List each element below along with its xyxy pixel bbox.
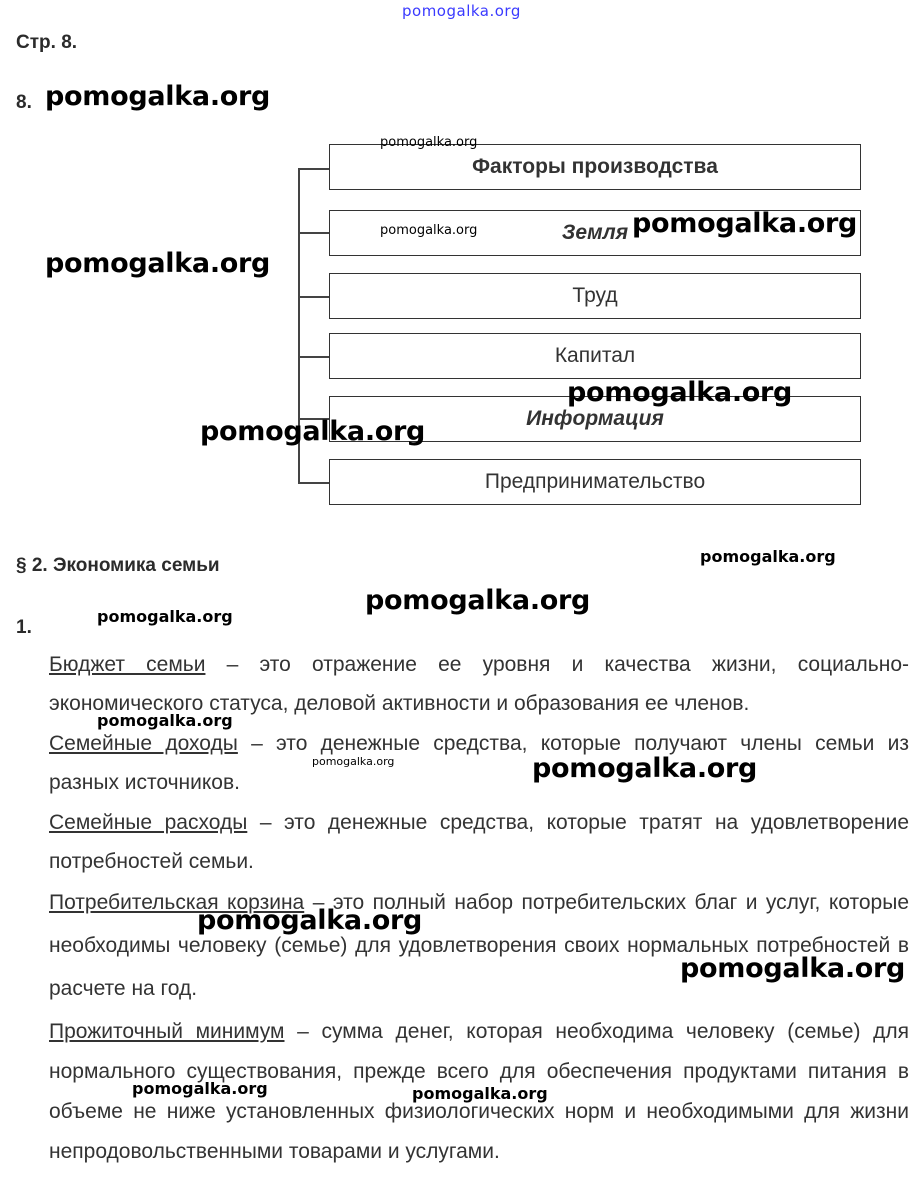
definition-paragraph xyxy=(49,724,909,802)
watermark: pomogalka.org xyxy=(312,755,395,768)
definition-text: – это денежные средства, которые тратят на удовлетворение потребностей семьи. xyxy=(49,811,909,873)
diagram-item-labor xyxy=(329,273,861,319)
definition-text: – это денежные средства, которые получают члены семьи из разных источников. xyxy=(49,732,909,794)
definition-text: – сумма денег, которая необходима человеку (семье) для нормального существования, прежде всего для обеспечения продуктами питания в объеме не ниже установленных физиологических норм и необходимыми для жизни непродовольственными товарами и услугами. xyxy=(49,1020,909,1163)
watermark: pomogalka.org xyxy=(380,135,478,150)
watermark: pomogalka.org xyxy=(532,753,758,784)
watermark: pomogalka.org xyxy=(680,953,906,984)
task-1-number: 1. xyxy=(16,617,32,638)
watermark: pomogalka.org xyxy=(632,208,858,239)
diagram-item-capital xyxy=(329,333,861,379)
watermark: pomogalka.org xyxy=(45,248,271,279)
diagram-item-label: Труд xyxy=(572,284,618,307)
watermark: pomogalka.org xyxy=(567,377,793,408)
page-label: Стр. 8. xyxy=(16,32,78,53)
diagram-item-label: Земля xyxy=(561,221,629,244)
watermark: pomogalka.org xyxy=(197,905,423,936)
watermark: pomogalka.org xyxy=(700,547,836,566)
watermark: pomogalka.org xyxy=(97,711,233,730)
watermark: pomogalka.org xyxy=(97,607,233,626)
definition-term: Прожиточный минимум xyxy=(49,1020,285,1043)
definition-text: – это полный набор потребительских благ и услуг, которые необходимы человеку (семье) для удовлетворения своих нормальных потребностей в расчете на год. xyxy=(49,891,909,1000)
watermark: pomogalka.org xyxy=(412,1084,548,1103)
diagram-connector xyxy=(298,296,329,298)
watermark: pomogalka.org xyxy=(380,223,478,238)
diagram-title-box xyxy=(329,144,861,190)
definition-term: Бюджет семьи xyxy=(49,653,206,676)
watermark: pomogalka.org xyxy=(45,81,271,112)
definition-paragraph xyxy=(49,881,909,1010)
diagram-connector xyxy=(298,482,329,484)
definition-term: Семейные доходы xyxy=(49,732,238,755)
diagram-connector xyxy=(298,232,329,234)
definition-paragraph xyxy=(49,803,909,881)
diagram-connector xyxy=(298,168,329,170)
diagram-item-entrepreneurship xyxy=(329,459,861,505)
diagram-title: Факторы производства xyxy=(472,155,718,178)
watermark: pomogalka.org xyxy=(365,585,591,616)
watermark: pomogalka.org xyxy=(200,416,426,447)
watermark: pomogalka.org xyxy=(132,1079,268,1098)
diagram-item-label: Информация xyxy=(526,407,664,430)
section-heading: § 2. Экономика семьи xyxy=(16,555,220,576)
watermark-top: pomogalka.org xyxy=(402,2,521,20)
definition-term: Потребительская корзина xyxy=(49,891,305,914)
definition-term: Семейные расходы xyxy=(49,811,248,834)
diagram-item-label: Предпринимательство xyxy=(484,470,706,493)
definition-text: – это отражение ее уровня и качества жизни, социально-экономического статуса, деловой активности и образования ее членов. xyxy=(49,653,910,715)
diagram-connector xyxy=(298,356,329,358)
diagram-item-label: Капитал xyxy=(554,344,636,367)
task-8-number: 8. xyxy=(16,92,32,113)
